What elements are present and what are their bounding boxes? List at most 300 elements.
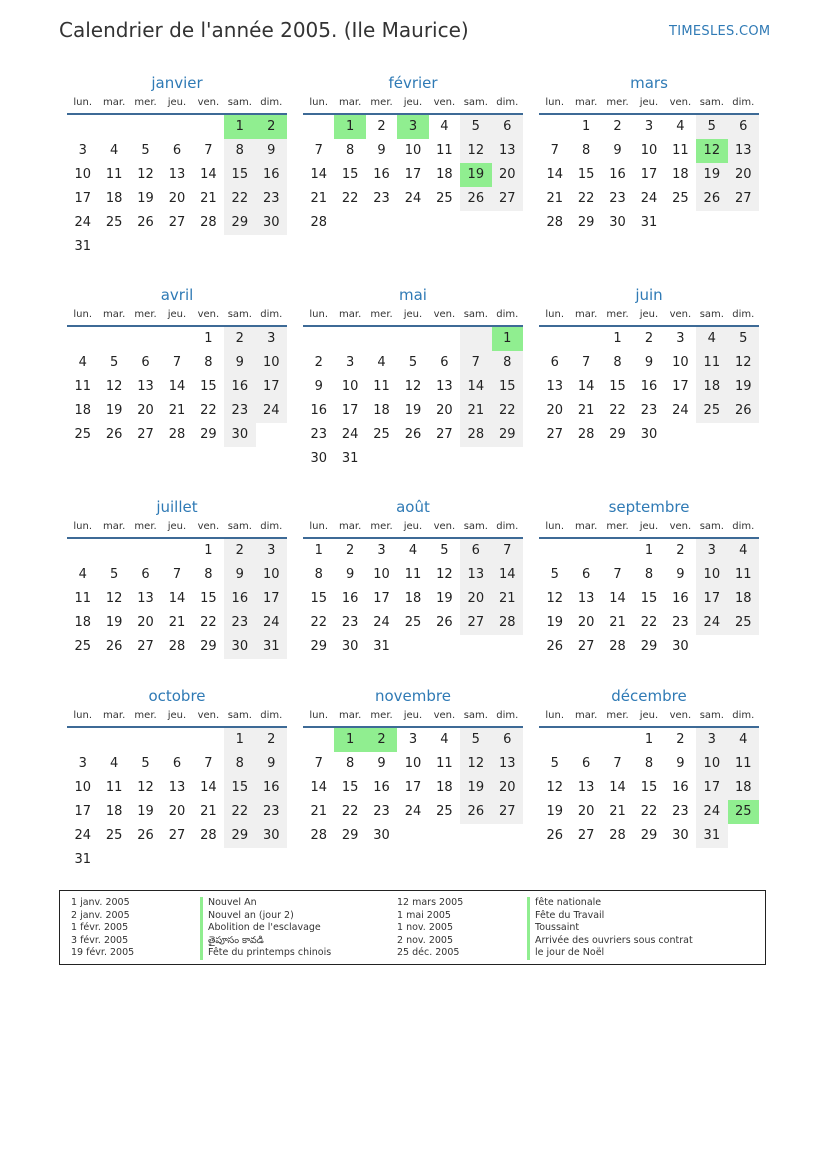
day-cell: 21	[200, 191, 217, 206]
day-cell: 12	[137, 780, 154, 795]
day-cell: 24	[672, 403, 689, 418]
day-cell: 5	[141, 143, 150, 158]
holiday-date: 25 déc. 2005	[397, 947, 460, 958]
day-cell: 11	[696, 351, 727, 375]
day-cell: 28	[200, 828, 217, 843]
day-cell: 12	[460, 139, 491, 163]
day-cell: 27	[577, 828, 595, 843]
day-cell: 18	[373, 403, 390, 418]
day-cell: 6	[550, 355, 559, 370]
weekday-label: mer.	[370, 710, 393, 721]
weekday-label: jeu.	[639, 309, 659, 320]
holiday-name: Arrivée des ouvriers sous contrat	[527, 935, 693, 948]
day-cell: 26	[404, 427, 422, 442]
day-blank	[334, 327, 365, 351]
day-cell: 10	[74, 780, 91, 795]
day-cell: 13	[137, 379, 154, 394]
day-grid	[67, 539, 287, 659]
day-cell: 12	[436, 567, 453, 582]
day-cell: 7	[314, 143, 323, 158]
weekday-label: dim.	[260, 97, 283, 108]
day-cell: 19	[546, 615, 563, 630]
holiday-name: Fête du printemps chinois	[200, 947, 331, 960]
day-cell: 22	[200, 403, 217, 418]
weekday-label: mer.	[606, 710, 629, 721]
day-cell: 28	[609, 639, 626, 654]
day-cell: 9	[644, 355, 654, 370]
day-cell: 29	[200, 639, 217, 654]
day-cell: 13	[168, 167, 186, 182]
day-cell: 11	[105, 167, 123, 182]
month-name: mars	[630, 74, 668, 92]
holiday-date: 1 févr. 2005	[71, 922, 129, 933]
day-cell: 6	[581, 756, 591, 771]
day-cell: 14	[310, 167, 327, 182]
page-title: Calendrier de l'année 2005. (Ile Maurice)	[59, 18, 469, 42]
day-cell: 22	[200, 615, 217, 630]
day-cell: 4	[728, 728, 759, 752]
day-cell: 21	[492, 587, 523, 611]
weekday-label: sam.	[463, 710, 488, 721]
weekday-label: ven.	[669, 309, 692, 320]
day-cell: 17	[341, 403, 359, 418]
day-cell: 19	[105, 403, 123, 418]
day-blank	[602, 539, 633, 563]
day-cell: 29	[577, 215, 595, 230]
day-cell: 28	[546, 215, 563, 230]
weekday-label: sam.	[227, 97, 252, 108]
day-cell: 30	[672, 828, 689, 843]
weekday-label: mar.	[103, 97, 126, 108]
day-cell: 20	[577, 804, 595, 819]
day-cell: 24	[74, 215, 91, 230]
day-cell: 31	[74, 239, 91, 254]
day-cell: 13	[546, 379, 563, 394]
day-grid	[303, 539, 523, 659]
day-cell: 26	[728, 399, 759, 423]
day-blank	[539, 728, 570, 752]
holiday-dates-left	[71, 897, 134, 960]
day-cell: 16	[609, 167, 626, 182]
day-cell: 11	[373, 379, 390, 394]
day-cell: 22	[492, 399, 523, 423]
day-cell: 16	[373, 780, 390, 795]
day-cell: 24	[256, 399, 287, 423]
month-name: décembre	[611, 687, 687, 705]
day-blank	[161, 539, 192, 563]
day-cell: 24	[373, 615, 390, 630]
weekday-label: mar.	[575, 309, 598, 320]
day-cell: 18	[672, 167, 689, 182]
day-cell: 11	[728, 752, 759, 776]
day-cell: 20	[137, 615, 154, 630]
weekday-label: lun.	[309, 710, 329, 721]
month-11	[539, 686, 759, 848]
day-cell: 26	[105, 639, 123, 654]
weekday-label: sam.	[227, 309, 252, 320]
day-blank	[429, 327, 460, 351]
day-cell: 10	[256, 563, 287, 587]
holiday-date: 19 févr. 2005	[71, 947, 135, 958]
weekday-label: ven.	[433, 710, 456, 721]
day-cell: 16	[672, 591, 689, 606]
holiday-name: Fête du Travail	[527, 910, 693, 923]
day-cell: 21	[310, 191, 327, 206]
day-cell: 18	[436, 780, 453, 795]
day-cell: 20	[546, 403, 563, 418]
day-grid	[539, 728, 759, 848]
day-cell: 21	[460, 399, 491, 423]
day-cell: 8	[224, 139, 255, 163]
day-cell: 16	[224, 375, 255, 399]
day-cell: 3	[696, 728, 727, 752]
day-cell: 11	[74, 379, 91, 394]
day-cell: 23	[373, 191, 390, 206]
day-cell: 10	[672, 355, 689, 370]
month-3	[67, 285, 287, 447]
day-cell: 6	[492, 115, 523, 139]
day-cell: 20	[168, 191, 186, 206]
weekday-label: lun.	[73, 309, 93, 320]
day-grid	[539, 539, 759, 659]
day-cell: 23	[256, 187, 287, 211]
day-cell: 18	[74, 615, 91, 630]
day-cell: 16	[256, 776, 287, 800]
weekday-header	[67, 520, 287, 539]
day-cell: 21	[577, 403, 595, 418]
weekday-header	[67, 96, 287, 115]
day-cell: 8	[613, 355, 622, 370]
day-cell: 6	[141, 355, 150, 370]
day-cell: 19	[137, 804, 154, 819]
day-cell: 5	[141, 756, 150, 771]
holiday-date: 1 mai 2005	[397, 909, 451, 921]
day-cell: 14	[168, 379, 186, 394]
weekday-label: jeu.	[167, 521, 187, 532]
day-blank	[98, 115, 129, 139]
day-cell: 30	[224, 423, 255, 447]
day-cell: 7	[204, 143, 213, 158]
day-cell: 5	[550, 756, 559, 771]
site-link[interactable]: TIMESLES.COM	[669, 24, 771, 39]
weekday-label: mer.	[370, 309, 393, 320]
month-name: août	[396, 498, 430, 516]
day-cell: 7	[581, 355, 591, 370]
day-cell: 19	[546, 804, 563, 819]
day-grid	[303, 327, 523, 471]
day-cell: 1	[204, 543, 213, 558]
weekday-label: sam.	[699, 710, 724, 721]
day-cell-holiday: 1	[334, 115, 365, 139]
weekday-header	[67, 308, 287, 327]
day-cell: 7	[550, 143, 559, 158]
day-cell: 6	[172, 756, 182, 771]
weekday-label: mar.	[339, 309, 362, 320]
day-cell: 20	[460, 587, 491, 611]
month-name: janvier	[151, 74, 203, 92]
weekday-label: jeu.	[403, 710, 423, 721]
day-cell: 2	[644, 331, 654, 346]
weekday-label: lun.	[545, 97, 565, 108]
day-cell: 13	[436, 379, 453, 394]
day-cell: 17	[74, 804, 91, 819]
day-cell: 12	[546, 591, 563, 606]
day-cell: 15	[577, 167, 595, 182]
day-cell: 18	[74, 403, 91, 418]
day-cell: 17	[256, 375, 287, 399]
day-cell-holiday: 1	[492, 327, 523, 351]
day-cell: 16	[640, 379, 658, 394]
day-cell: 18	[105, 804, 123, 819]
day-blank	[193, 115, 224, 139]
weekday-header	[539, 520, 759, 539]
weekday-label: sam.	[463, 97, 488, 108]
day-blank	[67, 115, 98, 139]
day-cell: 1	[613, 331, 622, 346]
day-cell: 8	[492, 351, 523, 375]
weekday-label: lun.	[545, 521, 565, 532]
day-blank	[570, 728, 601, 752]
day-cell: 14	[200, 780, 217, 795]
weekday-label: ven.	[197, 309, 220, 320]
weekday-label: dim.	[496, 97, 519, 108]
weekday-label: mer.	[606, 97, 629, 108]
holiday-name: Toussaint	[527, 922, 693, 935]
day-cell: 9	[256, 139, 287, 163]
day-cell: 2	[224, 327, 255, 351]
day-cell: 25	[672, 191, 689, 206]
day-cell: 22	[310, 615, 327, 630]
day-blank	[303, 327, 334, 351]
day-cell: 9	[314, 379, 323, 394]
day-cell: 19	[436, 591, 453, 606]
day-cell: 7	[204, 756, 213, 771]
weekday-label: lun.	[73, 97, 93, 108]
day-cell: 25	[74, 427, 91, 442]
day-cell: 26	[436, 615, 453, 630]
day-cell: 8	[644, 567, 654, 582]
day-grid	[539, 115, 759, 235]
weekday-label: sam.	[227, 521, 252, 532]
day-cell: 27	[492, 187, 523, 211]
day-cell: 27	[137, 639, 154, 654]
day-cell: 1	[314, 543, 323, 558]
day-cell: 8	[204, 355, 213, 370]
month-name: septembre	[608, 498, 690, 516]
weekday-label: mer.	[370, 521, 393, 532]
day-cell: 28	[609, 828, 626, 843]
day-cell: 17	[74, 191, 91, 206]
day-cell: 26	[105, 427, 123, 442]
day-cell: 11	[728, 563, 759, 587]
day-cell: 8	[345, 143, 355, 158]
day-cell: 11	[436, 756, 453, 771]
day-cell: 17	[404, 780, 422, 795]
day-cell: 23	[256, 800, 287, 824]
day-cell: 21	[609, 615, 626, 630]
day-cell: 10	[404, 143, 422, 158]
day-blank	[130, 115, 161, 139]
day-cell: 15	[609, 379, 626, 394]
day-cell: 29	[224, 211, 255, 235]
weekday-label: ven.	[669, 97, 692, 108]
day-cell: 13	[460, 563, 491, 587]
day-cell: 30	[256, 211, 287, 235]
holiday-names-left	[200, 897, 331, 960]
weekday-label: jeu.	[167, 309, 187, 320]
day-cell: 25	[404, 615, 422, 630]
day-cell: 6	[460, 539, 491, 563]
weekday-label: mar.	[575, 97, 598, 108]
day-cell-holiday: 2	[366, 728, 397, 752]
day-cell: 28	[310, 215, 327, 230]
weekday-label: mer.	[134, 309, 157, 320]
day-cell: 22	[577, 191, 595, 206]
holiday-date: 2 nov. 2005	[397, 934, 453, 946]
month-name: octobre	[148, 687, 206, 705]
day-cell: 29	[200, 427, 217, 442]
day-cell: 20	[577, 615, 595, 630]
weekday-label: mer.	[606, 309, 629, 320]
day-blank	[193, 728, 224, 752]
day-cell: 4	[696, 327, 727, 351]
day-cell: 30	[640, 427, 658, 442]
day-cell: 6	[728, 115, 759, 139]
day-cell: 29	[640, 828, 658, 843]
day-cell: 11	[436, 143, 453, 158]
day-cell: 12	[137, 167, 154, 182]
weekday-label: ven.	[197, 97, 220, 108]
day-cell: 1	[644, 543, 654, 558]
weekday-label: ven.	[669, 521, 692, 532]
weekday-label: mar.	[339, 521, 362, 532]
day-cell: 31	[640, 215, 658, 230]
day-cell: 20	[728, 163, 759, 187]
day-blank	[130, 728, 161, 752]
day-cell: 3	[676, 331, 685, 346]
day-cell: 10	[74, 167, 91, 182]
day-cell: 15	[224, 776, 255, 800]
day-cell: 18	[696, 375, 727, 399]
day-cell: 13	[168, 780, 186, 795]
day-cell: 14	[609, 591, 626, 606]
holiday-date: 2 janv. 2005	[71, 909, 130, 921]
day-cell: 15	[341, 780, 359, 795]
day-cell: 17	[373, 591, 390, 606]
day-cell: 7	[314, 756, 323, 771]
weekday-label: dim.	[260, 521, 283, 532]
day-cell: 31	[696, 824, 727, 848]
day-cell: 2	[676, 543, 685, 558]
day-cell: 21	[546, 191, 563, 206]
day-cell: 16	[224, 587, 255, 611]
month-5	[539, 285, 759, 447]
weekday-label: mer.	[370, 97, 393, 108]
day-cell: 29	[310, 639, 327, 654]
day-cell: 7	[460, 351, 491, 375]
day-cell: 3	[345, 355, 355, 370]
day-cell: 13	[492, 139, 523, 163]
day-cell: 25	[728, 611, 759, 635]
day-cell: 13	[492, 752, 523, 776]
day-cell: 17	[672, 379, 689, 394]
weekday-label: sam.	[463, 521, 488, 532]
day-blank	[161, 115, 192, 139]
day-cell: 30	[310, 451, 327, 466]
day-cell: 17	[640, 167, 658, 182]
weekday-label: jeu.	[639, 521, 659, 532]
month-name: novembre	[375, 687, 451, 705]
day-cell: 14	[168, 591, 186, 606]
day-cell: 29	[341, 828, 359, 843]
day-cell: 22	[609, 403, 626, 418]
day-blank	[130, 327, 161, 351]
weekday-label: dim.	[260, 309, 283, 320]
day-cell: 4	[676, 119, 685, 134]
weekday-label: mar.	[339, 710, 362, 721]
day-cell: 6	[172, 143, 182, 158]
day-cell: 28	[492, 611, 523, 635]
weekday-label: dim.	[732, 309, 755, 320]
day-grid	[303, 115, 523, 235]
day-cell: 27	[546, 427, 563, 442]
day-cell-holiday: 2	[256, 115, 287, 139]
day-cell: 12	[105, 379, 123, 394]
day-cell: 3	[256, 327, 287, 351]
day-cell: 4	[78, 567, 87, 582]
weekday-label: ven.	[669, 710, 692, 721]
day-cell: 14	[310, 780, 327, 795]
day-cell: 2	[345, 543, 355, 558]
holiday-name: తైపూసం కావడి	[200, 935, 331, 948]
month-1	[303, 73, 523, 235]
day-cell-holiday: 1	[334, 728, 365, 752]
weekday-label: jeu.	[167, 710, 187, 721]
holiday-name: le jour de Noël	[527, 947, 693, 960]
weekday-label: jeu.	[403, 521, 423, 532]
holiday-date: 1 janv. 2005	[71, 897, 130, 908]
day-blank	[570, 327, 601, 351]
day-cell-holiday: 1	[224, 115, 255, 139]
day-cell: 27	[168, 828, 186, 843]
day-cell: 3	[256, 539, 287, 563]
weekday-label: mer.	[134, 710, 157, 721]
day-cell: 2	[314, 355, 323, 370]
day-cell: 14	[577, 379, 595, 394]
day-cell: 3	[377, 543, 386, 558]
month-name: juillet	[156, 498, 198, 516]
day-cell: 25	[105, 828, 123, 843]
day-cell: 2	[256, 728, 287, 752]
day-cell: 23	[672, 615, 689, 630]
day-cell: 27	[460, 611, 491, 635]
day-cell: 3	[78, 143, 87, 158]
day-cell: 28	[200, 215, 217, 230]
day-cell: 26	[137, 215, 154, 230]
day-cell: 19	[105, 615, 123, 630]
weekday-label: mar.	[103, 521, 126, 532]
day-cell: 21	[310, 804, 327, 819]
day-cell: 4	[377, 355, 386, 370]
day-cell: 31	[256, 635, 287, 659]
weekday-label: jeu.	[403, 97, 423, 108]
day-cell: 15	[200, 379, 217, 394]
day-cell: 30	[341, 639, 359, 654]
day-cell-holiday: 25	[728, 800, 759, 824]
day-cell: 24	[696, 800, 727, 824]
weekday-label: ven.	[197, 710, 220, 721]
day-cell: 20	[137, 403, 154, 418]
